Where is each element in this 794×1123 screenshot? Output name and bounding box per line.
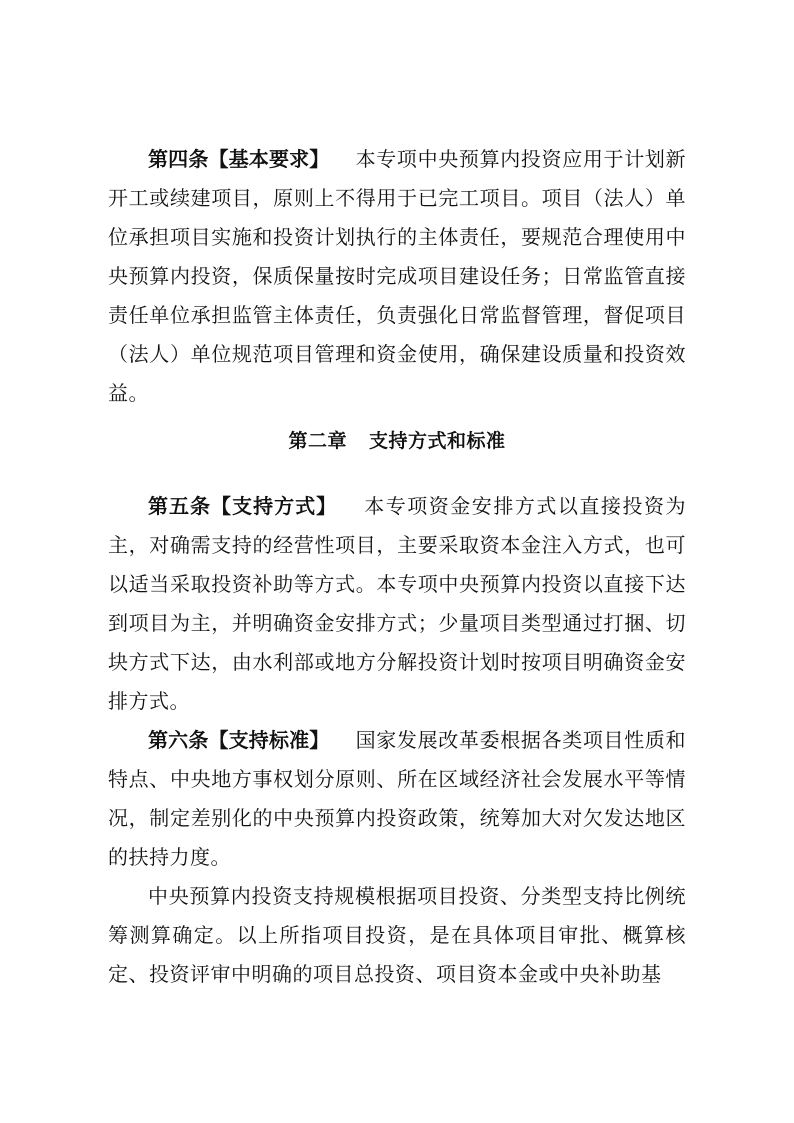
chapter-title: 支持方式和标准 [369,430,506,452]
article-6-text: 国家发展改革委根据各类项目性质和特点、中央地方事权划分原则、所在区域经济社会发展水平等情况，制定差别化的中央预算内投资政策，统筹加大对欠发达地区的扶持力度。 [108,728,687,869]
chapter-number: 第二章 [288,430,347,452]
article-5-paragraph [108,487,686,721]
final-paragraph: 中央预算内投资支持规模根据项目投资、分类型支持比例统筹测算确定。以上所指项目投资，是在具体项目审批、概算核定、投资评审中明确的项目总投资、项目资本金或中央补助基 [108,884,686,986]
article-5-text: 本专项资金安排方式以直接投资为主，对确需支持的经营性项目，主要采取资本金注入方式，也可以适当采取投资补助等方式。本专项中央预算内投资以直接下达到项目为主，并明确资金安排方式；少量项目类型通过打捆、切块方式下达，由水利部或地方分解投资计划时按项目明确资金安排方式。 [108,494,686,713]
article-4-heading: 第四条【基本要求】 [148,147,330,171]
article-4-text: 本专项中央预算内投资应用于计划新开工或续建项目，原则上不得用于已完工项目。项目（法人）单位承担项目实施和投资计划执行的主体责任，要规范合理使用中央预算内投资，保质保量按时完成项目建设任务；日常监管直接责任单位承担监管主体责任，负责强化日常监督管理，督促项目（法人）单位规范项目管理和资金使用，确保建设质量和投资效益。 [108,147,687,405]
article-5-heading: 第五条【支持方式】 [148,494,338,518]
article-4-paragraph [108,140,686,413]
document-page [108,140,686,994]
article-6-heading: 第六条【支持标准】 [148,728,330,752]
chapter-heading [108,423,686,459]
article-6-paragraph [108,721,686,877]
